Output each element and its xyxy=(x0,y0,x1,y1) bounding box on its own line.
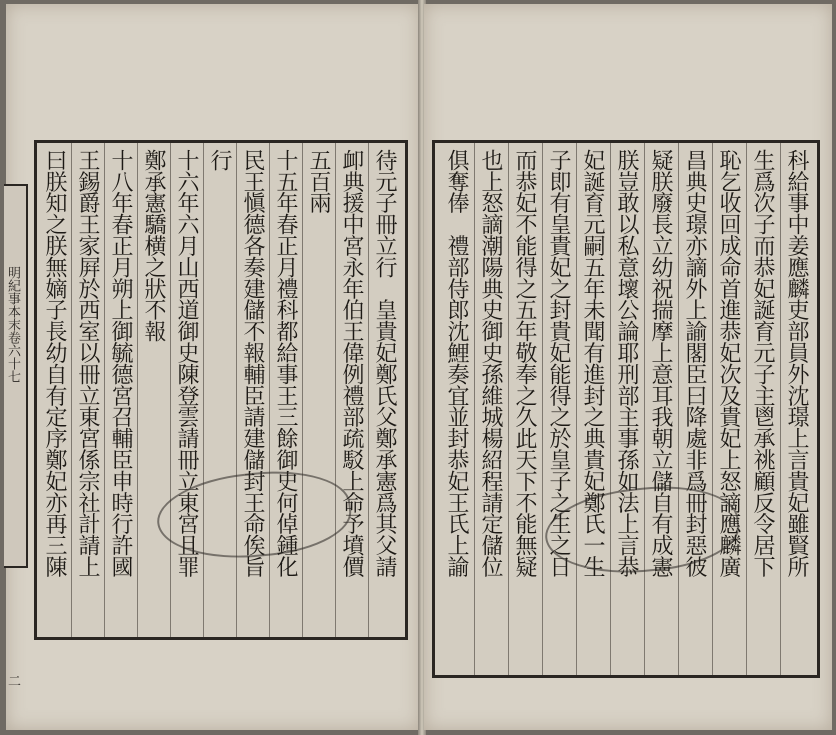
text-column: 恥乞收回成命首進恭妃次及貴妃上怒謫應麟廣 xyxy=(716,149,741,578)
column-rule xyxy=(302,143,303,637)
text-column: 王錫爵王家屛於西室以冊立東宮係宗社計請上 xyxy=(75,149,100,578)
left-page xyxy=(6,4,420,730)
right-text-frame xyxy=(432,140,820,678)
column-rule xyxy=(780,143,781,675)
text-column: 十五年春正月禮科都給事王三餘御史何倬鍾化 xyxy=(273,149,298,578)
page-margin-strip xyxy=(4,184,28,687)
text-column: 卹典援中宮永年伯王偉例禮部疏駁上命予墳價 xyxy=(339,149,364,578)
column-rule xyxy=(236,143,237,637)
text-column: 妃誕育元嗣五年未聞有進封之典貴妃鄭氏一生 xyxy=(580,149,605,578)
folio-number: 二 xyxy=(5,674,20,687)
text-column: 曰朕知之朕無嫡子長幼自有定序鄭妃亦再三陳 xyxy=(42,149,67,578)
text-column: 疑朕廢長立幼祝揣摩上意耳我朝立儲自有成憲 xyxy=(648,149,673,578)
text-column: 十八年春正月朔上御毓德宮召輔臣申時行許國 xyxy=(108,149,133,578)
column-rule xyxy=(644,143,645,675)
column-rule xyxy=(71,143,72,637)
column-rule xyxy=(678,143,679,675)
column-rule xyxy=(203,143,204,637)
column-rule xyxy=(269,143,270,637)
text-column: 生爲次子而恭妃誕育元子主鬯承祧顧反令居下 xyxy=(750,149,775,578)
column-rule xyxy=(474,143,475,675)
text-column: 昌典史璟亦謫外上諭閣臣曰降處非爲冊封惡彼 xyxy=(682,149,707,578)
text-column: 而恭妃不能得之五年敬奉之久此天下不能無疑 xyxy=(512,149,537,578)
text-column: 也上怒謫潮陽典史御史孫維城楊紹程請定儲位 xyxy=(478,149,503,578)
column-rule xyxy=(712,143,713,675)
text-column: 待元子冊立行 皇貴妃鄭氏父鄭承憲爲其父請 xyxy=(372,149,397,578)
text-column: 十六年六月山西道御史陳登雲請冊立東宮且罪 xyxy=(174,149,199,578)
column-rule xyxy=(104,143,105,637)
text-column: 民王愼德各奏建儲不報輔臣請建儲封王命俟旨 xyxy=(240,149,265,578)
column-rule xyxy=(508,143,509,675)
column-rule xyxy=(576,143,577,675)
text-column: 朕豈敢以私意壞公論耶刑部主事孫如法上言恭 xyxy=(614,149,639,578)
left-text-frame xyxy=(34,140,408,640)
text-column: 鄭承憲驕横之狀不報 xyxy=(141,149,166,342)
text-column: 行 xyxy=(207,149,232,171)
column-rule xyxy=(170,143,171,637)
column-rule xyxy=(137,143,138,637)
text-column: 俱奪俸 禮部侍郎沈鯉奏宜並封恭妃王氏上諭 xyxy=(444,149,469,578)
column-rule xyxy=(610,143,611,675)
column-rule xyxy=(368,143,369,637)
column-rule xyxy=(542,143,543,675)
text-column: 科給事中姜應麟吏部員外沈璟上言貴妃雖賢所 xyxy=(784,149,809,578)
text-column: 子即有皇貴妃之封貴妃能得之於皇子之生之日 xyxy=(546,149,571,578)
right-page xyxy=(424,4,832,730)
margin-title: 明紀事本末卷六十七 xyxy=(5,266,20,383)
column-rule xyxy=(746,143,747,675)
column-rule xyxy=(335,143,336,637)
text-column: 五百兩 xyxy=(306,149,331,214)
